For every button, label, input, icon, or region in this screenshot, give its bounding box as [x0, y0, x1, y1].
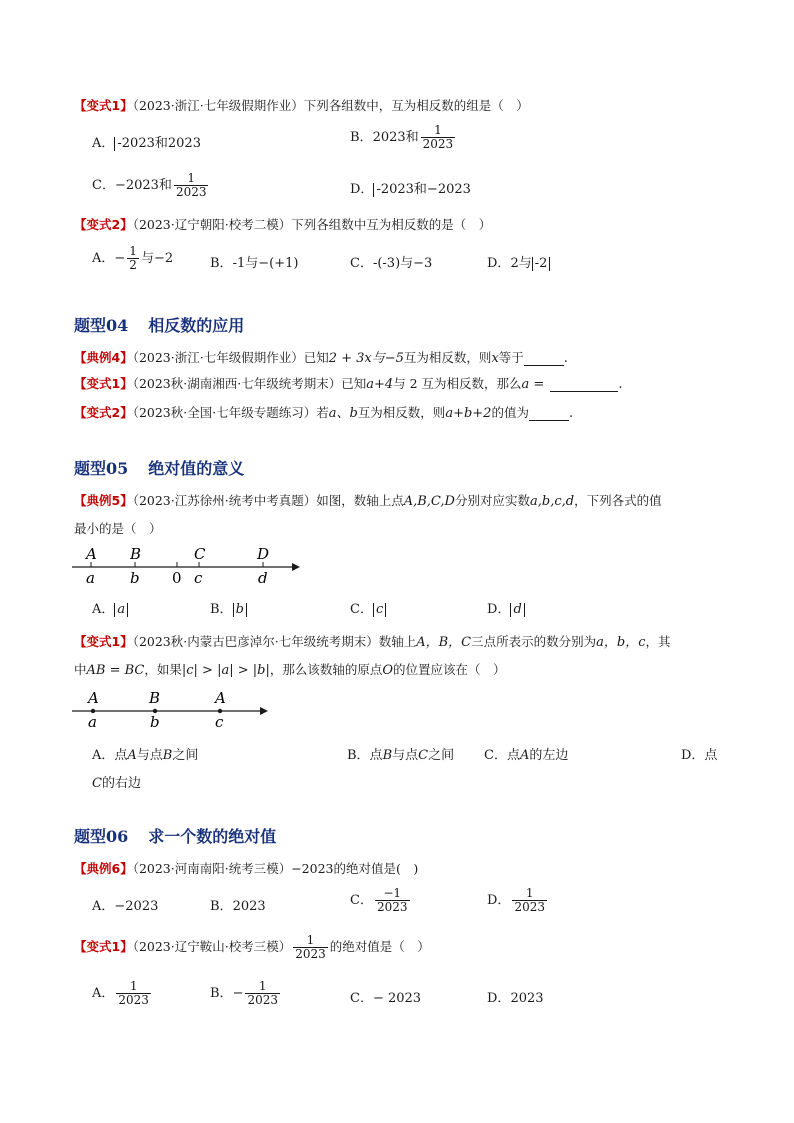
option-d — [681, 744, 717, 763]
option-text: 之间 — [172, 748, 199, 763]
math-expr: a+b+2 — [445, 406, 492, 421]
math-var: C — [418, 748, 429, 763]
question-text: （2023·浙江·七年级假期作业）已知 — [132, 350, 329, 365]
math-var: a、b — [328, 406, 358, 421]
option-label: B． — [210, 602, 233, 617]
option-d — [487, 887, 549, 914]
period: . — [568, 406, 574, 421]
option-b — [210, 598, 247, 617]
option-c — [92, 172, 210, 199]
option-d — [487, 252, 550, 271]
variant-6-1 — [74, 934, 430, 961]
point-label: D — [257, 545, 270, 563]
math-expr: a+4 — [366, 377, 394, 392]
option-c — [484, 744, 568, 763]
fraction: $\frac{-1}{2023}$ — [376, 886, 408, 914]
fraction: $\frac{1}{2023}$ — [247, 979, 279, 1007]
question-text: 中 — [74, 662, 87, 677]
option-label: D． — [350, 182, 374, 197]
question-text: （2023秋·湖南湘西·七年级统考期末）已知 — [132, 376, 367, 391]
question-text: ，其 — [645, 634, 671, 649]
abs-expr: d — [510, 603, 524, 617]
point-label: A — [215, 689, 226, 707]
option-label: D． — [487, 893, 511, 908]
fraction: $\frac{1}{2023}$ — [118, 979, 149, 1007]
period: . — [618, 377, 623, 392]
option-d — [487, 598, 525, 617]
question-tag: 【典例6】 — [74, 861, 133, 876]
point-label: B — [130, 545, 142, 563]
option-d — [487, 987, 544, 1006]
math-var: A — [127, 748, 137, 763]
section-number: 题型04 — [74, 316, 129, 335]
option-text: 2023和 — [372, 130, 419, 145]
origin-label: 0 — [172, 569, 182, 587]
option-label: B． — [350, 130, 373, 145]
option-c — [350, 987, 421, 1006]
number-line-ex5 — [70, 540, 310, 590]
option-b — [347, 744, 454, 763]
option-text: 和−2023 — [413, 182, 471, 197]
option-text: −2023和 — [114, 178, 172, 193]
question-text: 三点所表示的数分别为 — [471, 634, 597, 649]
axis-arrow — [292, 563, 300, 571]
option-label: B． — [210, 256, 233, 271]
option-d-continued — [92, 772, 141, 791]
question-tag: 【典例5】 — [74, 493, 133, 508]
point-label: A — [86, 545, 97, 563]
question-tag: 【变式1】 — [74, 939, 133, 954]
fraction: $\frac{1}{2023}$ — [514, 886, 545, 914]
value-label: c — [215, 713, 224, 731]
option-a — [92, 132, 201, 151]
question-text: 与 2 互为相反数，那么 — [393, 376, 522, 391]
abs-expr: -2023 — [114, 137, 154, 151]
question-text: 等于 — [498, 350, 524, 365]
option-text: − 2023 — [372, 991, 422, 1006]
question-tag: 【变式1】 — [74, 634, 133, 649]
math-expr: |c| > |a| > |b| — [181, 663, 270, 678]
abs-expr: -2 — [532, 257, 551, 271]
option-d — [350, 178, 471, 197]
option-a — [92, 744, 198, 763]
math-var: B — [382, 748, 393, 763]
option-text: 的左边 — [529, 748, 569, 763]
number-line-v51 — [70, 684, 280, 734]
value-label: c — [194, 569, 203, 587]
option-text: 2与 — [510, 256, 532, 271]
point-label: B — [149, 689, 161, 707]
question-text: 分别对应实数 — [454, 493, 530, 508]
variant-5-1-line2 — [74, 660, 506, 678]
option-text: -1与−(+1) — [232, 256, 299, 271]
question-text: 的位置应该在（ ） — [393, 662, 506, 677]
option-a — [92, 245, 173, 272]
example-5 — [74, 491, 662, 509]
question-s2 — [74, 215, 491, 233]
question-text: 互为相反数，则 — [403, 350, 492, 365]
question-text: ，如果 — [144, 662, 182, 677]
minus-sign: − — [232, 986, 244, 1001]
option-label: B． — [210, 986, 233, 1001]
question-text: （2023·辽宁朝阳·校考二模）下列各组数中互为相反数的是（ ） — [132, 217, 492, 232]
answer-blank[interactable] — [529, 408, 569, 421]
option-c — [350, 252, 432, 271]
variant-4-1 — [74, 374, 622, 392]
option-label: A． — [92, 136, 115, 151]
option-label: C．点 — [484, 748, 520, 763]
variant-4-2 — [74, 402, 573, 421]
question-text: 的值为 — [491, 405, 529, 420]
math-var: a,b,c,d — [529, 494, 575, 509]
option-label: B． — [210, 899, 233, 914]
abs-expr: -2023 — [373, 183, 413, 197]
question-text: ，下列各式的值 — [574, 493, 662, 508]
question-tag: 【变式2】 — [74, 217, 133, 232]
math-var: O — [382, 663, 394, 678]
axis-arrow — [260, 707, 268, 715]
section-title: 绝对值的意义 — [148, 459, 245, 478]
math-var: C — [92, 776, 102, 791]
math-var: A — [519, 748, 530, 763]
option-text: -(-3)与−3 — [372, 256, 433, 271]
option-c — [350, 887, 412, 914]
math-var: x — [491, 351, 499, 366]
math-var: a = — [521, 377, 545, 392]
option-label: C． — [350, 991, 373, 1006]
math-expr: AB = BC — [86, 663, 145, 678]
section-heading-05 — [74, 456, 244, 479]
fraction: $\frac{1}{2023}$ — [295, 933, 326, 961]
question-text: （2023·河南南阳·统考三模）−2023的绝对值是( ) — [132, 861, 419, 876]
option-a — [92, 598, 128, 617]
option-text: 2023 — [232, 899, 266, 914]
section-heading-06 — [74, 824, 276, 847]
answer-blank[interactable] — [550, 379, 618, 392]
section-heading-04 — [74, 313, 244, 336]
math-expr: 2 + 3x与−5 — [328, 351, 404, 366]
math-var: a，b，c — [596, 635, 646, 650]
section-title: 相反数的应用 — [148, 316, 245, 335]
value-label: d — [258, 569, 268, 587]
option-label: C． — [350, 893, 373, 908]
option-a — [92, 895, 158, 914]
question-text: 的绝对值是（ ） — [329, 939, 430, 954]
value-label: b — [130, 569, 140, 587]
abs-expr: c — [373, 603, 386, 617]
point-label: A — [88, 689, 99, 707]
option-b — [210, 252, 298, 271]
question-text: （2023·辽宁鞍山·校考三模） — [132, 939, 292, 954]
question-tag: 【变式1】 — [74, 98, 133, 113]
value-label: a — [88, 713, 97, 731]
option-label: A． — [92, 602, 115, 617]
section-number: 题型05 — [74, 459, 129, 478]
option-label: C． — [92, 178, 115, 193]
option-label: A． — [92, 986, 115, 1001]
question-text-line2: 最小的是（ ） — [74, 521, 162, 536]
question-s1 — [74, 96, 529, 114]
fraction: $\frac{1}{2}$ — [129, 244, 137, 272]
question-text: （2023秋·全国·七年级专题练习）若 — [132, 405, 329, 420]
point-label: C — [194, 545, 206, 563]
abs-expr: b — [233, 603, 247, 617]
option-label: C． — [350, 256, 373, 271]
option-label: D． — [487, 256, 511, 271]
option-c — [350, 598, 386, 617]
option-label: D．点 — [681, 748, 718, 763]
abs-expr: a — [114, 603, 128, 617]
option-b — [210, 895, 266, 914]
question-tag: 【典例4】 — [74, 350, 133, 365]
question-text: （2023·浙江·七年级假期作业）下列各组数中，互为相反数的组是（ ） — [132, 98, 529, 113]
question-text: 互为相反数，则 — [357, 405, 446, 420]
option-text: 的右边 — [101, 776, 141, 791]
example-4 — [74, 347, 568, 366]
question-tag: 【变式2】 — [74, 405, 133, 420]
option-label: C． — [350, 602, 373, 617]
question-text: （2023·江苏徐州·统考中考真题）如图，数轴上点 — [132, 493, 404, 508]
example-6 — [74, 859, 418, 877]
value-label: b — [150, 713, 160, 731]
question-text: （2023秋·内蒙古巴彦淖尔·七年级统考期末）数轴上 — [132, 634, 417, 649]
math-var: A，B，C — [416, 635, 472, 650]
answer-blank[interactable] — [524, 353, 564, 366]
option-text: 之间 — [428, 748, 455, 763]
option-label: D． — [487, 602, 511, 617]
question-text: ，那么该数轴的原点 — [269, 662, 383, 677]
math-var: A,B,C,D — [403, 494, 455, 509]
minus-sign: − — [114, 251, 126, 266]
option-label: A． — [92, 899, 115, 914]
option-text: 与点 — [392, 748, 419, 763]
option-text: −2023 — [114, 899, 159, 914]
math-var: B — [162, 748, 173, 763]
value-label: a — [86, 569, 95, 587]
option-label: D． — [487, 991, 511, 1006]
question-tag: 【变式1】 — [74, 376, 133, 391]
section-title: 求一个数的绝对值 — [148, 827, 277, 846]
fraction: $\frac{1}{2023}$ — [175, 171, 207, 199]
fraction: $\frac{1}{2023}$ — [422, 123, 454, 151]
option-label: B．点 — [347, 748, 383, 763]
option-text: 与点 — [136, 748, 163, 763]
option-label: A．点 — [92, 748, 128, 763]
option-a — [92, 980, 153, 1007]
option-label: A． — [92, 251, 115, 266]
option-text: 2023 — [510, 991, 544, 1006]
section-number: 题型06 — [74, 827, 129, 846]
option-b — [210, 980, 282, 1007]
option-b — [350, 124, 457, 151]
period: . — [563, 351, 568, 366]
option-text: 与−2 — [140, 251, 174, 266]
option-text: 和2023 — [154, 136, 201, 151]
variant-5-1 — [74, 631, 671, 650]
